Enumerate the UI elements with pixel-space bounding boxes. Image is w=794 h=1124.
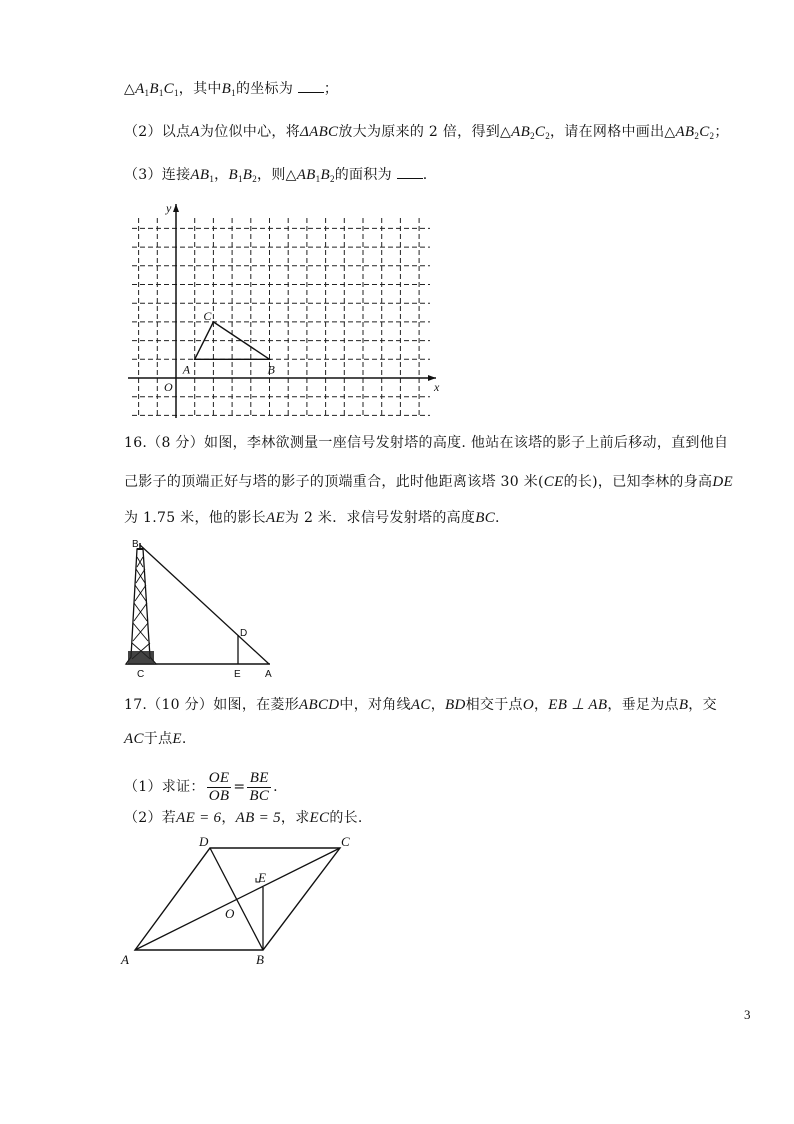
subscript: 1	[173, 88, 179, 98]
text: ，交	[688, 697, 717, 713]
text: （2）若	[124, 810, 177, 826]
y-axis-arrow-icon	[173, 204, 179, 212]
segment-name: EC	[309, 810, 330, 826]
label-B: B	[132, 539, 139, 550]
numerator: BE	[247, 770, 271, 788]
letter: C	[699, 124, 710, 140]
text: 为位似中心，将	[199, 124, 300, 140]
segment-name: CE	[543, 474, 564, 490]
text: ，	[214, 167, 229, 183]
label-D: D	[199, 834, 209, 849]
diagonal-BD	[210, 848, 263, 950]
letter: A	[190, 124, 200, 140]
shadow-ray	[140, 545, 269, 664]
label-E: E	[258, 870, 266, 885]
rhombus-figure	[115, 830, 365, 970]
text: 相交于点	[465, 697, 523, 713]
letter: O	[522, 697, 534, 713]
page-number: 3	[744, 1007, 751, 1022]
text: ，则△	[257, 167, 297, 183]
text: 的长)，已知李林的身高	[563, 474, 713, 490]
denominator: BC	[249, 787, 270, 804]
x-axis-label: x	[434, 380, 440, 394]
q17-part1	[124, 767, 278, 807]
segment-name: AE	[265, 510, 285, 526]
letter: B	[242, 167, 253, 183]
label-D: D	[240, 628, 248, 639]
letter: B	[149, 81, 159, 97]
subscript: 2	[329, 174, 335, 184]
label-C: C	[137, 669, 145, 680]
q17-line1	[124, 695, 717, 715]
letter: B	[678, 697, 689, 713]
letter: AB	[675, 124, 695, 140]
subscript: 1	[158, 88, 164, 98]
given-value: AE = 6	[176, 810, 222, 826]
letter: E	[172, 731, 182, 747]
given-value: AB = 5	[235, 810, 281, 826]
subscript: 2	[694, 131, 700, 141]
text: ，其中	[178, 81, 222, 97]
q16-line1	[124, 433, 728, 453]
letter: B	[228, 167, 238, 183]
text: 于点	[143, 731, 173, 747]
segment-name: BD	[445, 697, 466, 713]
subscript: 2	[545, 131, 550, 141]
segment-name: AC	[410, 697, 431, 713]
text: （3）连接	[124, 167, 191, 183]
letter: B	[221, 81, 232, 97]
text: ，请在网格中画出△	[550, 124, 676, 140]
letter: A	[135, 81, 145, 97]
relation: EB ⊥ AB	[548, 697, 608, 713]
point-label-A: A	[182, 362, 191, 377]
point-label-B: B	[267, 362, 275, 377]
text: （1）求证：	[124, 779, 205, 795]
letter: AB	[511, 124, 531, 140]
text: 放大为原来的 2 倍，得到△	[338, 124, 512, 140]
equals-sign: =	[233, 779, 246, 795]
label-O: O	[225, 906, 235, 921]
text: 的长.	[329, 810, 363, 826]
subscript: 1	[209, 174, 215, 184]
text: ，	[221, 810, 236, 826]
text: ；	[714, 124, 729, 140]
segment-name: DE	[712, 474, 733, 490]
text: 16.（8 分）如图，李林欲测量一座信号发射塔的高度. 他站在该塔的影子上前后移动，直到他自	[124, 435, 729, 451]
y-axis-label: y	[166, 201, 172, 215]
q16-line3	[124, 508, 500, 528]
letter: B	[320, 167, 330, 183]
text: 17.（10 分）如图，在菱形	[124, 697, 300, 713]
label-A: A	[121, 952, 129, 967]
text: .	[273, 779, 278, 795]
text: .	[422, 167, 428, 183]
text: 的坐标为	[235, 81, 294, 97]
text: ，求	[280, 810, 310, 826]
letter: AB	[296, 167, 316, 183]
diagonal-AC	[135, 848, 340, 950]
shape-name: ABCD	[299, 697, 340, 713]
fraction-be-bc	[247, 770, 271, 805]
subscript: 2	[530, 131, 535, 141]
numerator: OE	[208, 769, 230, 786]
fraction-oe-ob	[207, 770, 232, 805]
segment-name: BC	[475, 510, 496, 526]
label-B: B	[256, 952, 264, 967]
text: 己影子的顶端正好与塔的影子的顶端重合，此时他距离该塔 30 米(	[124, 474, 544, 490]
q17-part2	[124, 808, 363, 828]
letter: AB	[190, 167, 210, 183]
q16-line2	[124, 472, 733, 492]
text: 为 1.75 米，他的影长	[124, 510, 266, 526]
letter: C	[163, 81, 174, 97]
subscript: 1	[231, 88, 236, 98]
subscript: 2	[252, 174, 258, 184]
subscript: 1	[315, 174, 321, 184]
subscript: 1	[237, 174, 243, 184]
q17-line2	[124, 729, 187, 749]
text: 为 2 米．求信号发射塔的高度	[284, 510, 476, 526]
segment-name: AC	[124, 731, 144, 747]
subscript: 2	[709, 131, 715, 141]
text: 的面积为	[334, 167, 392, 183]
triangle-symbol: △	[124, 81, 136, 97]
text: 中，对角线	[339, 697, 411, 713]
text: ，	[430, 697, 445, 713]
text: ，垂足为点	[607, 697, 679, 713]
letter: C	[534, 124, 546, 140]
subscript: 1	[144, 88, 150, 98]
text: （2）以点	[124, 124, 191, 140]
point-label-C: C	[203, 308, 212, 323]
label-A: A	[265, 669, 272, 680]
tower-icon	[126, 543, 156, 664]
text: .	[495, 510, 500, 526]
text: ；	[323, 81, 339, 97]
text: ，	[533, 697, 549, 713]
text: .	[181, 731, 187, 747]
label-E: E	[234, 669, 241, 680]
tower-figure	[120, 535, 290, 680]
denominator: OB	[208, 787, 230, 804]
origin-label: O	[164, 380, 173, 394]
label-C: C	[341, 834, 350, 849]
triangle-name: ΔABC	[300, 124, 339, 140]
